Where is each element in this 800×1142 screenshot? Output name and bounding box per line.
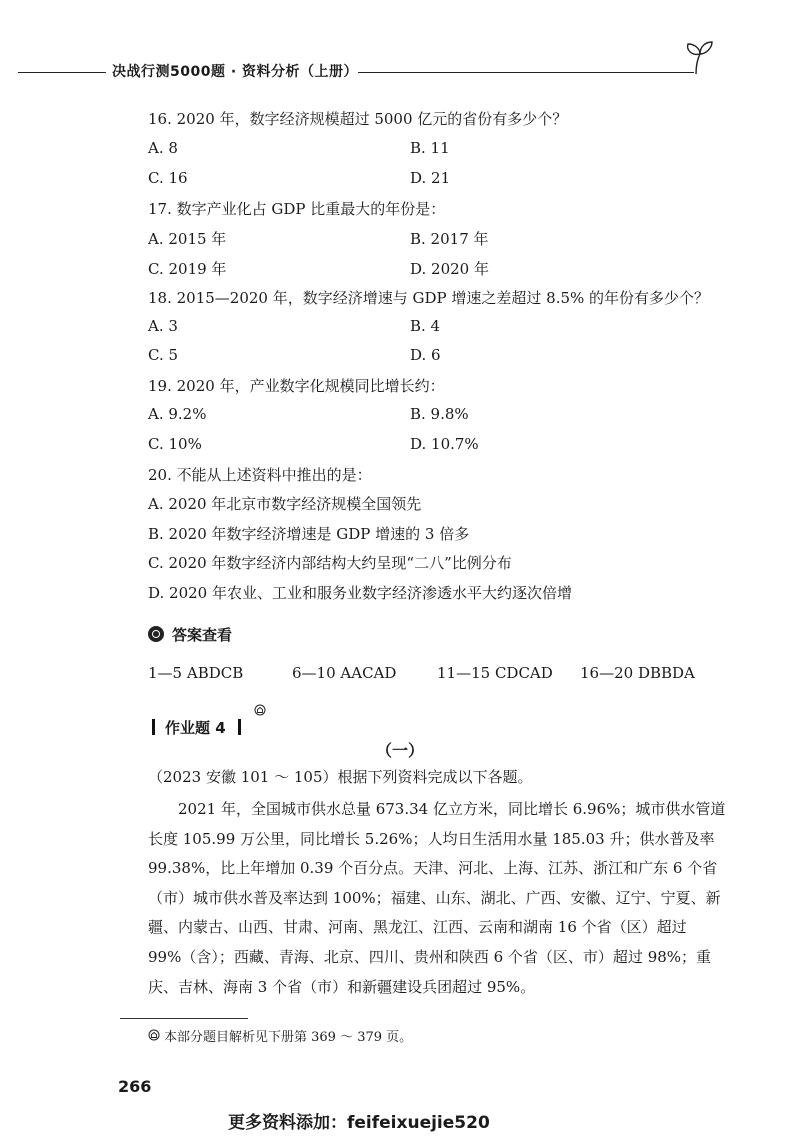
question-18-option-d: D. 6	[410, 346, 441, 364]
footnote-rule	[120, 1018, 248, 1019]
question-18-option-c: C. 5	[148, 346, 179, 364]
header-rule-right	[358, 72, 694, 73]
question-18-option-b: B. 4	[410, 317, 441, 335]
question-18-stem: 18. 2015—2020 年，数字经济增速与 GDP 增速之差超过 8.5% 的年份有多少个？	[148, 289, 710, 307]
answer-key-title: 答案查看	[172, 626, 233, 644]
question-16-option-d: D. 21	[410, 169, 451, 187]
answer-group-2: 6—10 AACAD	[292, 664, 397, 682]
question-20-option-a: A. 2020 年北京市数字经济规模全国领先	[148, 495, 422, 513]
question-16-option-a: A. 8	[148, 139, 178, 157]
question-17-option-d: D. 2020 年	[410, 260, 489, 278]
paragraph-line: （市）城市供水普及率达到 100%；福建、山东、湖北、广西、安徽、辽宁、宁夏、新	[148, 888, 721, 907]
paragraph-line: 2021 年，全国城市供水总量 673.34 亿立方米，同比增长 6.96%；城市供水管道	[178, 800, 726, 818]
question-20-option-d: D. 2020 年农业、工业和服务业数字经济渗透水平大约逐次倍增	[148, 584, 572, 602]
question-20-option-c: C. 2020 年数字经济内部结构大约呈现“二八”比例分布	[148, 554, 512, 572]
page-number: 266	[118, 1077, 152, 1096]
question-18-option-a: A. 3	[148, 317, 178, 335]
answer-key-icon	[148, 626, 164, 642]
header-rule-left	[18, 72, 106, 73]
answer-group-3: 11—15 CDCAD	[437, 664, 553, 682]
question-17-option-c: C. 2019 年	[148, 260, 227, 278]
material-paragraph	[148, 795, 726, 1002]
question-19-option-c: C. 10%	[148, 435, 202, 453]
footnote-text: 本部分题目解析见下册第 369 ～ 379 页。	[164, 1030, 413, 1045]
answer-group-1: 1—5 ABDCB	[148, 664, 244, 682]
question-20-option-b: B. 2020 年数字经济增速是 GDP 增速的 3 倍多	[148, 525, 470, 543]
paragraph-line: 99.38%，比上年增加 0.39 个百分点。天津、河北、上海、江苏、浙江和广东 6 个省	[148, 859, 718, 878]
paragraph-line: 99%（含）；西藏、青海、北京、四川、贵州和陕西 6 个省（区、市）超过 98%；重	[148, 947, 712, 966]
question-17-option-b: B. 2017 年	[410, 230, 489, 248]
running-header-title: 决战行测5000题 · 资料分析（上册）	[112, 64, 359, 80]
material-intro: （2023 安徽 101 ～ 105）根据下列资料完成以下各题。	[148, 768, 533, 786]
question-20-stem: 20. 不能从上述资料中推出的是：	[148, 466, 372, 484]
answer-group-4: 16—20 DBBDA	[580, 664, 695, 682]
question-19-option-a: A. 9.2%	[148, 405, 207, 423]
question-16-option-c: C. 16	[148, 169, 188, 187]
question-19-option-d: D. 10.7%	[410, 435, 479, 453]
homework-bar-right	[238, 719, 241, 735]
question-16-stem: 16. 2020 年，数字经济规模超过 5000 亿元的省份有多少个？	[148, 110, 568, 128]
footnote-marker-icon	[254, 704, 266, 716]
question-17-option-a: A. 2015 年	[148, 230, 227, 248]
question-19-stem: 19. 2020 年，产业数字化规模同比增长约：	[148, 377, 445, 395]
watermark-text: 更多资料添加：feifeixuejie520	[228, 1113, 490, 1133]
question-16-option-b: B. 11	[410, 139, 450, 157]
paragraph-line: 庆、吉林、海南 3 个省（市）和新疆建设兵团超过 95%。	[148, 977, 536, 996]
homework-bar-left	[152, 719, 155, 735]
homework-title: 作业题 4	[165, 719, 226, 737]
paragraph-line: 长度 105.99 万公里，同比增长 5.26%；人均日生活用水量 185.03 升；供水普及率	[148, 829, 715, 848]
footnote-icon	[148, 1029, 160, 1041]
question-17-stem: 17. 数字产业化占 GDP 比重最大的年份是：	[148, 200, 446, 218]
section-heading: （一）	[375, 741, 424, 760]
sprout-icon	[682, 40, 718, 76]
question-19-option-b: B. 9.8%	[410, 405, 469, 423]
paragraph-line: 疆、内蒙古、山西、甘肃、河南、黑龙江、江西、云南和湖南 16 个省（区）超过	[148, 918, 687, 937]
